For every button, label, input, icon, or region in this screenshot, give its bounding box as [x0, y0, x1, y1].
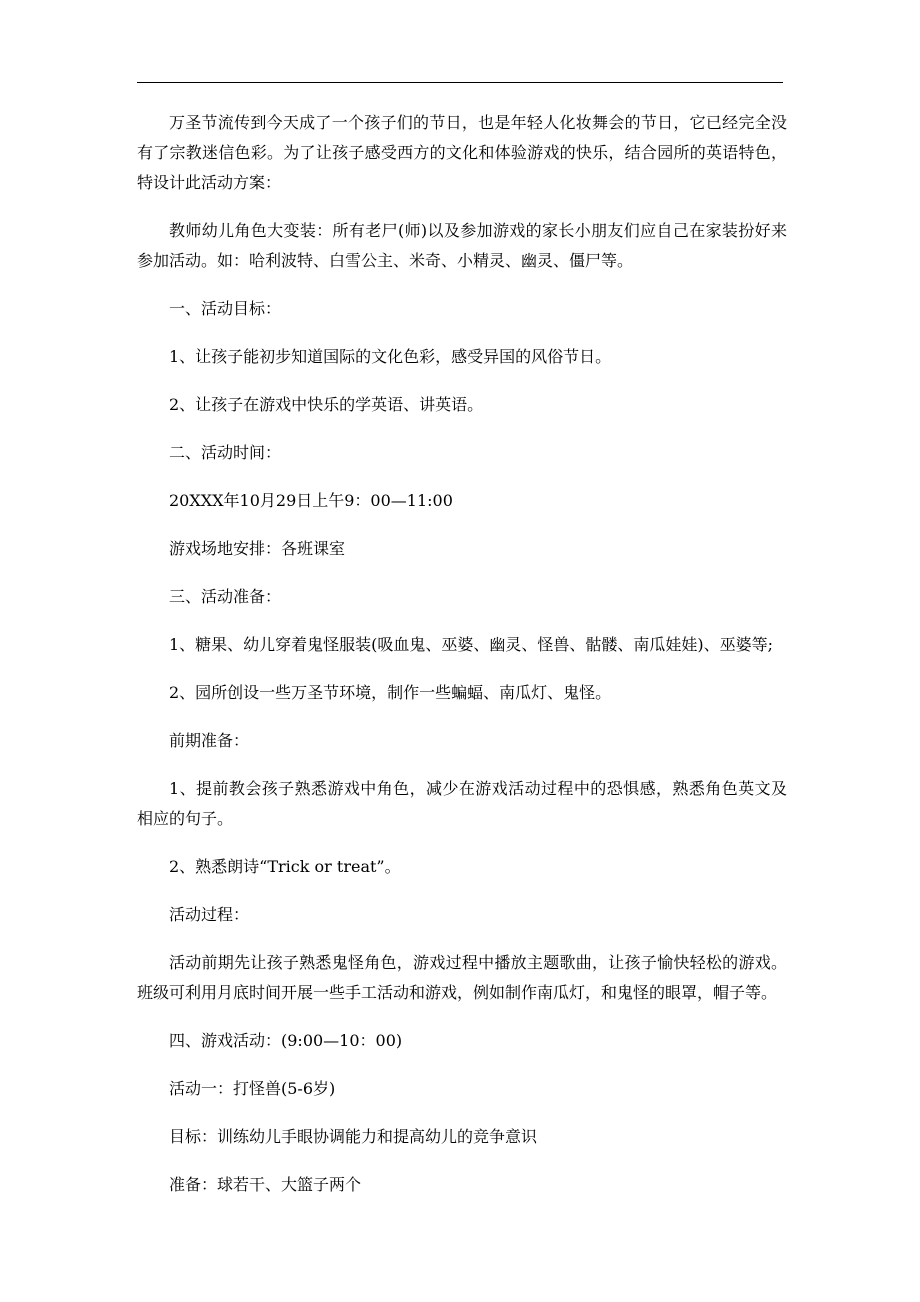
- header-rule: [137, 82, 783, 83]
- heading-early-prep: 前期准备：: [169, 731, 250, 750]
- paragraph-early-prep-2: 2、熟悉朗诗“Trick or treat”。: [169, 857, 401, 876]
- paragraph-activity-1-goal: 目标：训练幼儿手眼协调能力和提高幼儿的竞争意识: [169, 1127, 538, 1146]
- heading-process: 活动过程：: [169, 905, 250, 924]
- paragraph-activity-1: 活动一：打怪兽(5-6岁): [169, 1079, 336, 1098]
- paragraph-early-prep-1: 1、提前教会孩子熟悉游戏中角色，减少在游戏活动过程中的恐惧感，熟悉角色英文及相应的句子。: [137, 779, 787, 828]
- paragraph-costume: 教师幼儿角色大变装：所有老尸(师)以及参加游戏的家长小朋友们应自己在家装扮好来参加活动。如：哈利波特、白雪公主、米奇、小精灵、幽灵、僵尸等。: [137, 221, 787, 270]
- paragraph-date: 20XXX年10月29日上午9：00—11:00: [169, 491, 453, 510]
- paragraph-goal-2: 2、让孩子在游戏中快乐的学英语、讲英语。: [169, 395, 484, 414]
- paragraph-activity-1-prep: 准备：球若干、大篮子两个: [169, 1175, 362, 1194]
- paragraph-process: 活动前期先让孩子熟悉鬼怪角色，游戏过程中播放主题歌曲，让孩子愉快轻松的游戏。班级可利用月底时间开展一些手工活动和游戏，例如制作南瓜灯，和鬼怪的眼罩，帽子等。: [137, 953, 787, 1002]
- document-body: [137, 108, 787, 1218]
- heading-game-activities: 四、游戏活动：(9:00—10：00): [169, 1031, 403, 1050]
- paragraph-intro: 万圣节流传到今天成了一个孩子们的节日，也是年轻人化妆舞会的节日，它已经完全没有了宗教迷信色彩。为了让孩子感受西方的文化和体验游戏的快乐，结合园所的英语特色，特设计此活动方案：: [137, 113, 787, 192]
- paragraph-prep-1: 1、糖果、幼儿穿着鬼怪服装(吸血鬼、巫婆、幽灵、怪兽、骷髅、南瓜娃娃)、巫婆等;: [169, 635, 774, 654]
- heading-preparation: 三、活动准备：: [169, 587, 282, 606]
- heading-time: 二、活动时间：: [169, 443, 282, 462]
- heading-goals: 一、活动目标：: [169, 299, 282, 318]
- paragraph-goal-1: 1、让孩子能初步知道国际的文化色彩，感受异国的风俗节日。: [169, 347, 612, 366]
- paragraph-venue: 游戏场地安排：各班课室: [169, 539, 346, 558]
- paragraph-prep-2: 2、园所创设一些万圣节环境，制作一些蝙蝠、南瓜灯、鬼怪。: [169, 683, 612, 702]
